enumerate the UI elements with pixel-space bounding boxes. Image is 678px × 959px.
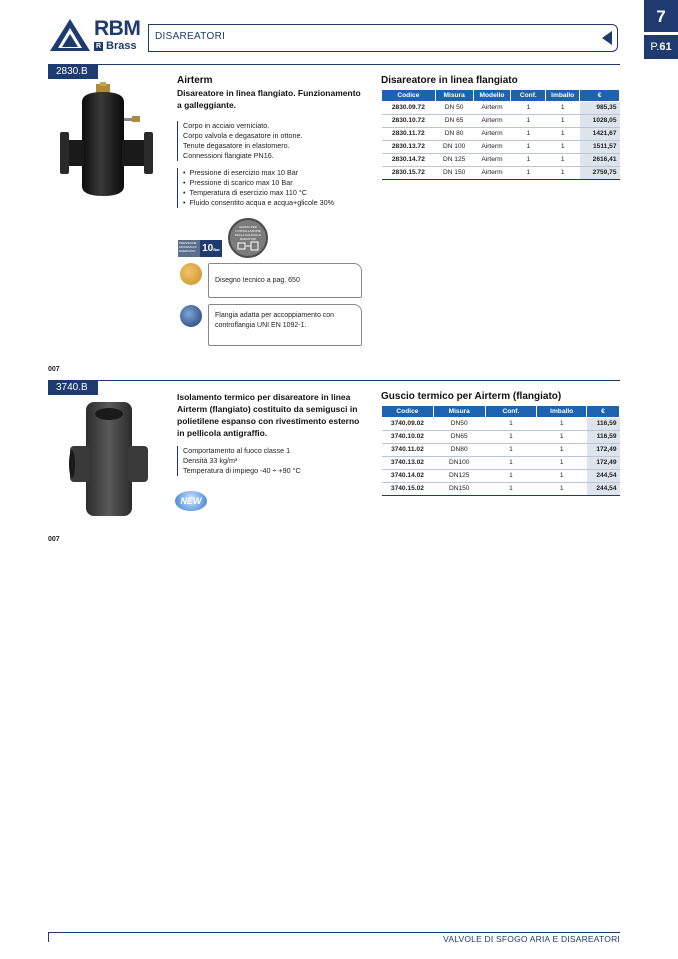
- table-row: 3740.10.02 DN65 1 1 116,59: [382, 430, 620, 443]
- feature-item: Densità 33 kg/m³: [183, 456, 238, 465]
- feature-list: [177, 121, 367, 161]
- page-number-tab: P.61: [644, 35, 678, 59]
- spec-item: • Fluido consentito acqua e acqua+glicole 30%: [183, 198, 367, 208]
- feature-item: Connessioni flangiate PN16.: [183, 151, 274, 160]
- col-header: Codice: [382, 90, 436, 101]
- footer-title: VALVOLE DI SFOGO ARIA E DISAREATORI: [443, 934, 620, 944]
- col-header: Conf.: [511, 90, 546, 101]
- insulation-shell-image: [68, 402, 150, 516]
- price-table-airterm: [381, 90, 620, 180]
- table-header-row: [382, 406, 620, 417]
- new-badge: NEW: [175, 491, 207, 511]
- product-description: Disareatore in linea flangiato. Funzionamento a galleggiante.: [177, 88, 361, 110]
- table-title: Disareatore in linea flangiato: [381, 75, 518, 86]
- price-table-insulation: [381, 406, 620, 496]
- table-row: 2830.15.72 DN 150 Airterm 1 1 2759,75: [382, 166, 620, 179]
- max-pressure-badge: PRESSIONE MASSIMA DI ESERCIZIO 10Bar: [178, 240, 222, 257]
- feature-item: Corpo valvola e degasatore in ottone.: [183, 131, 303, 140]
- section-divider: [48, 64, 620, 65]
- table-row: 2830.13.72 DN 100 Airterm 1 1 1511,57: [382, 140, 620, 153]
- table-row: 2830.10.72 DN 65 Airterm 1 1 1028,05: [382, 114, 620, 127]
- table-row: 3740.11.02 DN80 1 1 172,49: [382, 443, 620, 456]
- table-row: 2830.14.72 DN 125 Airterm 1 1 2616,41: [382, 153, 620, 166]
- airterm-separator-image: [58, 82, 168, 200]
- table-header-row: [382, 90, 620, 101]
- table-row: 3740.09.02 DN50 1 1 116,59: [382, 417, 620, 430]
- feature-item: Corpo in acciaio verniciato.: [183, 121, 270, 130]
- flange-note: Flangia adatta per accoppiamento con controflangia UNI EN 1092-1.: [208, 304, 362, 346]
- spec-item: • Temperatura di esercizio max 110 °C: [183, 188, 367, 198]
- col-header: Conf.: [485, 406, 537, 417]
- technical-drawing-note: Disegno tecnico a pag. 650: [208, 263, 362, 298]
- product-description: Isolamento termico per disareatore in linea Airterm (flangiato) costituito da semigusci in polietilene espanso con rivestimento esterno in pellicola antigraffio.: [177, 392, 360, 438]
- table-row: 3740.13.02 DN100 1 1 172,49: [382, 456, 620, 469]
- header-arrow-icon: [602, 31, 612, 45]
- flange-icon: [180, 305, 202, 327]
- logo-triangle-icon: [49, 18, 91, 52]
- table-row: 3740.15.02 DN150 1 1 244,54: [382, 482, 620, 495]
- col-header: Imballo: [546, 90, 580, 101]
- technical-drawing-icon: [180, 263, 202, 285]
- product-tag: 3740.B: [48, 381, 98, 395]
- section-divider: [48, 380, 620, 381]
- product-tag: 2830.B: [48, 65, 98, 79]
- footer-divider: [48, 932, 620, 933]
- feature-item: Tenute degasatore in elastomero.: [183, 141, 290, 150]
- logo-brand: RBM: [94, 17, 141, 40]
- col-header: €: [587, 406, 620, 417]
- product-name: Airterm: [177, 75, 213, 86]
- col-header: Modello: [473, 90, 511, 101]
- feature-item: Comportamento al fuoco classe 1: [183, 446, 291, 455]
- section-code: 007: [48, 366, 60, 373]
- feature-list: [177, 446, 367, 476]
- section-title: DISAREATORI: [155, 31, 226, 42]
- col-header: Misura: [433, 406, 485, 417]
- spec-item: • Pressione di esercizio max 10 Bar: [183, 168, 367, 178]
- spec-list: [177, 168, 367, 208]
- col-header: Codice: [382, 406, 434, 417]
- table-row: 3740.14.02 DN125 1 1 244,54: [382, 469, 620, 482]
- col-header: Misura: [435, 90, 473, 101]
- logo-r-mark: R: [95, 42, 102, 50]
- section-code: 007: [48, 536, 60, 543]
- installation-badge: VALIDO PER L'INSTALLAZIONE DALLA CALDAIA AI RADIATORI: [228, 218, 268, 258]
- col-header: €: [580, 90, 620, 101]
- footer-tick: [48, 932, 49, 942]
- table-title: Guscio termico per Airterm (flangiato): [381, 391, 562, 402]
- table-row: 2830.09.72 DN 50 Airterm 1 1 985,35: [382, 101, 620, 114]
- feature-item: Temperatura di impiego -40 ÷ +90 °C: [183, 466, 301, 475]
- spec-item: • Pressione di scarico max 10 Bar: [183, 178, 367, 188]
- col-header: Imballo: [537, 406, 587, 417]
- chapter-tab: 7: [644, 0, 678, 32]
- table-row: 2830.11.72 DN 80 Airterm 1 1 1421,67: [382, 127, 620, 140]
- radiator-icon: [237, 241, 259, 251]
- logo-sub: R Brass: [95, 40, 137, 52]
